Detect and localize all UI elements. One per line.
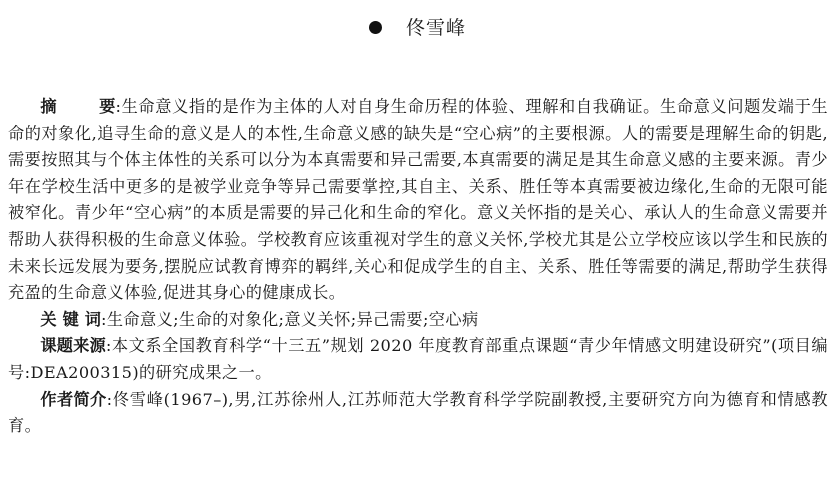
bio-paragraph <box>8 387 828 440</box>
abstract-paragraph <box>8 94 828 307</box>
keywords-label: 关 键 词 <box>40 309 101 329</box>
abstract-separator: : <box>115 97 122 116</box>
abstract-label: 摘 要 <box>40 97 116 116</box>
author-line <box>0 14 835 42</box>
bio-separator: : <box>106 389 113 409</box>
keywords-paragraph <box>8 307 828 334</box>
author-name: 佟雪峰 <box>405 17 466 39</box>
project-label: 课题来源 <box>40 336 106 356</box>
bullet-icon <box>369 21 382 34</box>
abstract-text: 生命意义指的是作为主体的人对自身生命历程的体验、理解和自我确证。生命意义问题发端于生命的对象化,追寻生命的意义是人的本性,生命意义感的缺失是“空心病”的主要根源。人的需要是理解生命的钥匙,需要按照其与个体主体性的关系可以分为本真需要和异己需要,本真需要的满足是其生命意义感的主要来源。青少年在学校生活中更多的是被学业竞争等异己需要掌控,其自主、关系、胜任等本真需要被边缘化,生命的无限可能被窄化。青少年“空心病”的本质是需要的异己化和生命的窄化。意义关怀指的是关心、承认人的生命意义需要并帮助人获得积极的生命意义体验。学校教育应该重视对学生的意义关怀,学校尤其是公立学校应该以学生和民族的未来长远发展为要务,摆脱应试教育博弈的羁绊,关心和促成学生的自主、关系、胜任等需要的满足,帮助学生获得充盈的生命意义体验,促进其身心的健康成长。 <box>8 97 829 303</box>
keywords-separator: : <box>100 309 107 329</box>
article-front-matter <box>8 94 828 440</box>
project-separator: : <box>105 336 112 356</box>
project-text: 本文系全国教育科学“十三五”规划 2020 年度教育部重点课题“青少年情感文明建设研究”(项目编号:DEA200315)的研究成果之一。 <box>8 336 829 382</box>
bio-label: 作者简介 <box>40 389 107 409</box>
keywords-text: 生命意义;生命的对象化;意义关怀;异己需要;空心病 <box>106 309 479 329</box>
bio-text: 佟雪峰(1967–),男,江苏徐州人,江苏师范大学教育科学学院副教授,主要研究方向为德育和情感教育。 <box>8 389 829 436</box>
project-paragraph <box>8 333 828 386</box>
